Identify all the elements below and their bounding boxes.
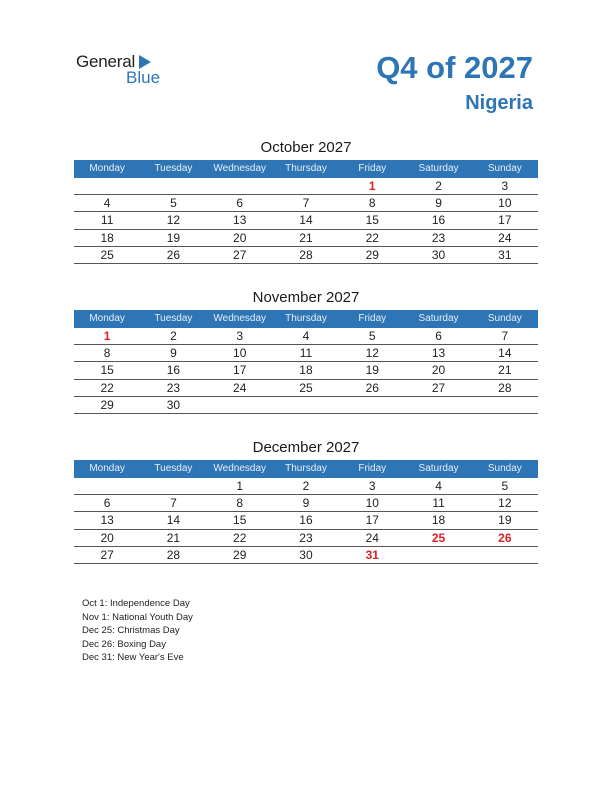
day-cell: 27: [431, 380, 446, 395]
week-row: [74, 530, 538, 547]
month-calendar: [74, 437, 538, 564]
week-row: [74, 380, 538, 397]
day-cell: [207, 178, 273, 194]
weekday-header: [74, 460, 538, 478]
day-cell: 11: [432, 496, 445, 511]
week-row: [74, 247, 538, 264]
day-cell: 22: [233, 530, 247, 545]
day-cell: [405, 397, 471, 413]
weekday-label: Sunday: [487, 463, 522, 474]
day-cell: 3: [236, 329, 244, 343]
day-cell: 19: [365, 363, 379, 378]
day-cell: 17: [365, 513, 379, 528]
day-cell: 4: [302, 329, 310, 343]
day-cell: 29: [100, 397, 114, 412]
day-cell: 6: [435, 329, 442, 343]
holiday-note: Dec 31: New Year's Eve: [82, 652, 184, 663]
day-cell: 12: [498, 496, 512, 511]
day-cell: 26: [365, 380, 379, 395]
day-cell: 18: [100, 230, 114, 245]
weekday-label: Wednesday: [213, 313, 267, 324]
weekday-header: [74, 310, 538, 328]
week-row: [74, 397, 538, 414]
day-cell: 1: [103, 329, 111, 343]
day-cell: 5: [170, 196, 177, 211]
day-cell: 24: [233, 380, 247, 395]
day-cell: [273, 178, 339, 194]
week-row: [74, 195, 538, 212]
day-cell: 31: [365, 547, 379, 562]
weekday-label: Tuesday: [154, 463, 193, 474]
day-cell: 18: [431, 513, 446, 528]
day-cell: 14: [166, 513, 181, 528]
day-cell: 20: [233, 230, 247, 245]
day-cell: 14: [299, 213, 313, 228]
day-cell: 9: [435, 196, 442, 211]
day-cell: 25: [100, 247, 114, 262]
holiday-note: Dec 25: Christmas Day: [82, 625, 180, 636]
day-cell: 10: [233, 346, 247, 361]
day-cell: [339, 397, 405, 413]
week-row: [74, 495, 538, 512]
day-cell: 27: [233, 247, 247, 262]
day-cell: [74, 178, 140, 194]
day-cell: 2: [435, 179, 442, 193]
day-cell: [140, 478, 206, 494]
weekday-label: Saturday: [418, 163, 459, 174]
week-row: [74, 362, 538, 379]
holiday-note: Dec 26: Boxing Day: [82, 638, 166, 650]
month-title: November 2027: [252, 289, 360, 306]
day-cell: 25: [431, 530, 446, 545]
weekday-label: Sunday: [487, 163, 522, 174]
day-cell: 12: [365, 346, 379, 361]
weekday-label: Saturday: [418, 463, 459, 474]
week-row: [74, 478, 538, 495]
day-cell: 13: [233, 213, 247, 228]
logo-flag-icon: [139, 55, 151, 69]
day-cell: 5: [501, 479, 509, 493]
day-cell: 21: [166, 530, 181, 545]
week-row: [74, 230, 538, 247]
day-cell: 26: [498, 530, 512, 545]
month-title: October 2027: [260, 139, 352, 156]
day-cell: 21: [498, 363, 512, 378]
day-cell: 3: [501, 179, 509, 193]
day-cell: 7: [170, 496, 177, 511]
day-cell: 11: [100, 213, 114, 228]
day-cell: 1: [236, 479, 244, 493]
week-row: [74, 345, 538, 362]
day-cell: [472, 397, 538, 413]
day-cell: 15: [233, 513, 247, 528]
day-cell: 22: [100, 380, 114, 395]
weekday-label: Friday: [358, 163, 387, 174]
day-cell: [472, 547, 538, 563]
day-cell: 3: [368, 479, 376, 493]
day-cell: 28: [299, 247, 313, 262]
weekday-label: Monday: [89, 313, 125, 324]
week-row: [74, 328, 538, 345]
day-cell: 16: [431, 213, 446, 228]
day-cell: 23: [431, 230, 446, 245]
day-cell: [405, 547, 471, 563]
day-cell: 27: [100, 547, 114, 562]
page-title: Q4 of 2027: [376, 50, 533, 85]
generalblue-logo: [76, 52, 176, 92]
day-cell: 13: [100, 513, 114, 528]
weekday-label: Friday: [358, 313, 387, 324]
week-row: [74, 512, 538, 529]
weekday-label: Thursday: [285, 163, 327, 174]
weekday-label: Wednesday: [213, 163, 267, 174]
day-cell: 7: [302, 196, 310, 211]
month-title: December 2027: [252, 439, 360, 456]
day-cell: 2: [302, 479, 310, 493]
week-row: [74, 212, 538, 229]
day-cell: 8: [368, 196, 376, 211]
day-cell: 12: [166, 213, 181, 228]
day-cell: 23: [166, 380, 181, 395]
day-cell: 28: [498, 380, 512, 395]
day-cell: 26: [166, 247, 181, 262]
day-cell: 4: [435, 479, 442, 493]
day-cell: 1: [368, 179, 376, 193]
weekday-label: Friday: [358, 463, 387, 474]
day-cell: 8: [103, 346, 111, 361]
day-cell: 22: [365, 230, 379, 245]
day-cell: 6: [236, 196, 244, 211]
day-cell: 16: [166, 363, 181, 378]
day-cell: 10: [365, 496, 379, 511]
day-cell: 9: [302, 496, 310, 511]
day-cell: 31: [498, 247, 512, 262]
day-cell: 15: [365, 213, 379, 228]
weekday-label: Thursday: [285, 313, 327, 324]
day-cell: 4: [103, 196, 111, 211]
day-cell: 19: [498, 513, 512, 528]
holiday-notes: [82, 597, 193, 665]
day-cell: 18: [299, 363, 313, 378]
logo-word-blue: Blue: [126, 68, 161, 87]
weekday-label: Tuesday: [154, 163, 193, 174]
day-cell: 24: [498, 230, 512, 245]
day-cell: 6: [103, 496, 111, 511]
day-cell: 8: [236, 496, 244, 511]
weekday-label: Sunday: [487, 313, 522, 324]
day-cell: 29: [365, 247, 379, 262]
week-row: [74, 178, 538, 195]
day-cell: 29: [233, 547, 247, 562]
day-cell: [140, 178, 206, 194]
day-cell: 7: [501, 329, 509, 343]
day-cell: 11: [299, 346, 313, 361]
country-name: Nigeria: [465, 92, 533, 114]
weekday-header: [74, 160, 538, 178]
day-cell: 14: [498, 346, 512, 361]
weekday-label: Saturday: [418, 313, 459, 324]
week-row: [74, 547, 538, 564]
holiday-note: Nov 1: National Youth Day: [82, 611, 193, 623]
day-cell: 20: [100, 530, 114, 545]
day-cell: 17: [233, 363, 247, 378]
day-cell: 25: [299, 380, 313, 395]
day-cell: 21: [299, 230, 313, 245]
logo-word-general: General: [76, 52, 136, 71]
month-calendar: [74, 137, 538, 264]
weekday-label: Monday: [89, 463, 125, 474]
day-cell: 16: [299, 513, 313, 528]
holiday-note: Oct 1: Independence Day: [82, 598, 190, 609]
day-cell: 30: [431, 247, 446, 262]
weekday-label: Monday: [89, 163, 125, 174]
day-cell: 20: [431, 363, 446, 378]
day-cell: 30: [166, 397, 181, 412]
day-cell: 17: [498, 213, 512, 228]
day-cell: 5: [368, 329, 376, 343]
day-cell: [74, 478, 140, 494]
month-calendar: [74, 287, 538, 414]
weekday-label: Tuesday: [154, 313, 193, 324]
weekday-label: Thursday: [285, 463, 327, 474]
day-cell: 13: [431, 346, 446, 361]
day-cell: 24: [365, 530, 379, 545]
day-cell: 15: [100, 363, 114, 378]
day-cell: 2: [170, 329, 177, 343]
day-cell: 28: [166, 547, 181, 562]
day-cell: 19: [166, 230, 181, 245]
day-cell: 9: [170, 346, 177, 361]
day-cell: 30: [299, 547, 313, 562]
weekday-label: Wednesday: [213, 463, 267, 474]
day-cell: [273, 397, 339, 413]
day-cell: 23: [299, 530, 313, 545]
day-cell: [207, 397, 273, 413]
day-cell: 10: [498, 196, 512, 211]
